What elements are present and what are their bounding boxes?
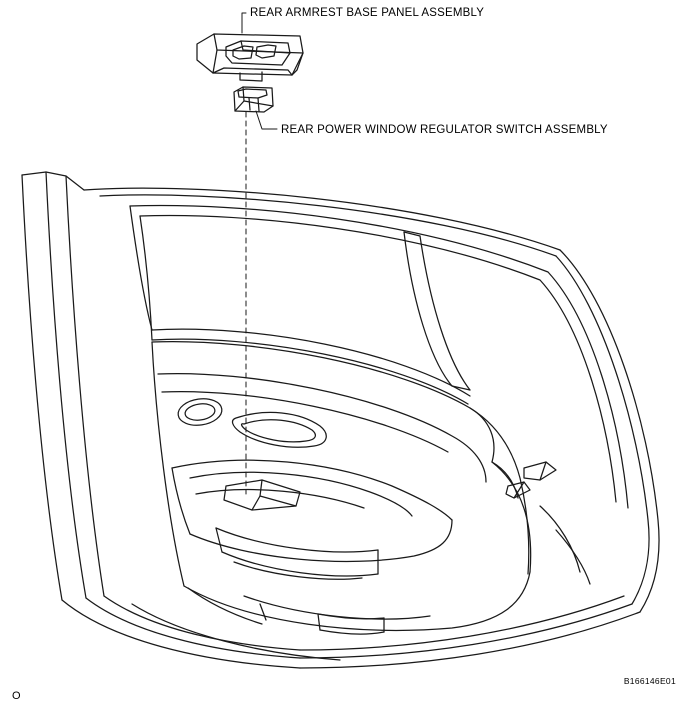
door-trim-panel [152,342,531,635]
rear-quarter-trim [470,408,590,584]
part-rear-power-window-switch [234,87,273,112]
callout-label-rear-power-window-regulator-switch-assembly: REAR POWER WINDOW REGULATOR SWITCH ASSEMBLY [281,124,608,136]
part-rear-armrest-base-panel [197,34,303,81]
door-outer-body-lines [22,172,659,668]
page-marker: O [12,690,21,702]
callout-label-rear-armrest-base-panel-assembly: REAR ARMREST BASE PANEL ASSEMBLY [250,7,485,19]
figure-code: B166146E01 [623,676,676,686]
